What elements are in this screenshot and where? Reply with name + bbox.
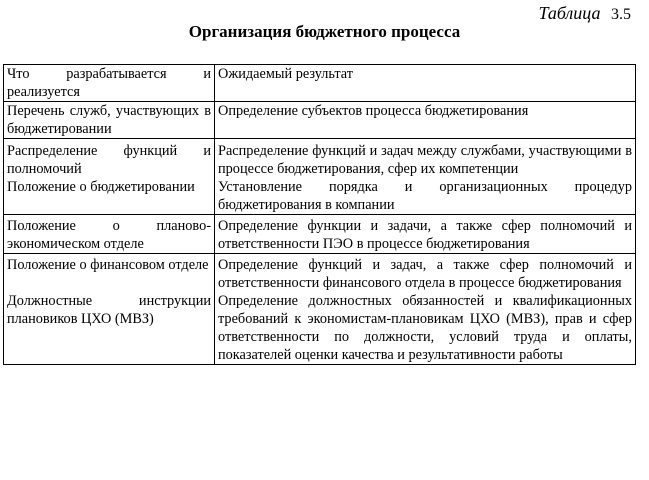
table-row bbox=[4, 139, 636, 179]
table-cell-left: Должностные инструкции плановиков ЦХО (МВЗ) bbox=[4, 292, 215, 365]
table-cell-left: Положение о финансовом отделе bbox=[4, 254, 215, 293]
table-caption bbox=[538, 3, 631, 24]
page-title: Организация бюджетного процесса bbox=[188, 22, 461, 41]
table-row bbox=[4, 292, 636, 365]
table-cell-left: Положение о бюджетировании bbox=[4, 178, 215, 215]
table-cell-right: Определение функции и задачи, а также сфер полномочий и ответственности ПЭО в процессе бюджетирования bbox=[215, 215, 636, 254]
table-cell-left: Что разрабатывается и реализуется bbox=[4, 65, 215, 102]
table-row bbox=[4, 215, 636, 254]
table-row bbox=[4, 254, 636, 293]
table-cell-right: Определение субъектов процесса бюджетирования bbox=[215, 102, 636, 139]
table-cell-left: Положение о планово-экономическом отделе bbox=[4, 215, 215, 254]
table-cell-right: Установление порядка и организационных процедур бюджетирования в компании bbox=[215, 178, 636, 215]
table-row bbox=[4, 178, 636, 215]
table-cell-left: Распределение функций и полномочий bbox=[4, 139, 215, 179]
budget-process-table bbox=[3, 64, 636, 365]
table-cell-right: Распределение функций и задач между службами, участвующими в процессе бюджетирования, сфер их компетенции bbox=[215, 139, 636, 179]
table-row bbox=[4, 65, 636, 102]
table-cell-right: Определение должностных обязанностей и квалификационных требований к экономистам-плановикам ЦХО (МВЗ), прав и сфер ответственности по должности, условий труда и оплаты, показателей оценки качества и результативности работы bbox=[215, 292, 636, 365]
table-row bbox=[4, 102, 636, 139]
table-cell-left: Перечень служб, участвующих в бюджетировании bbox=[4, 102, 215, 139]
table-caption-number: 3.5 bbox=[611, 6, 631, 23]
table-cell-right: Определение функций и задач, а также сфер полномочий и ответственности финансового отдела в процессе бюджетирования bbox=[215, 254, 636, 293]
table-cell-right: Ожидаемый результат bbox=[215, 65, 636, 102]
table-caption-label: Таблица bbox=[538, 3, 601, 23]
